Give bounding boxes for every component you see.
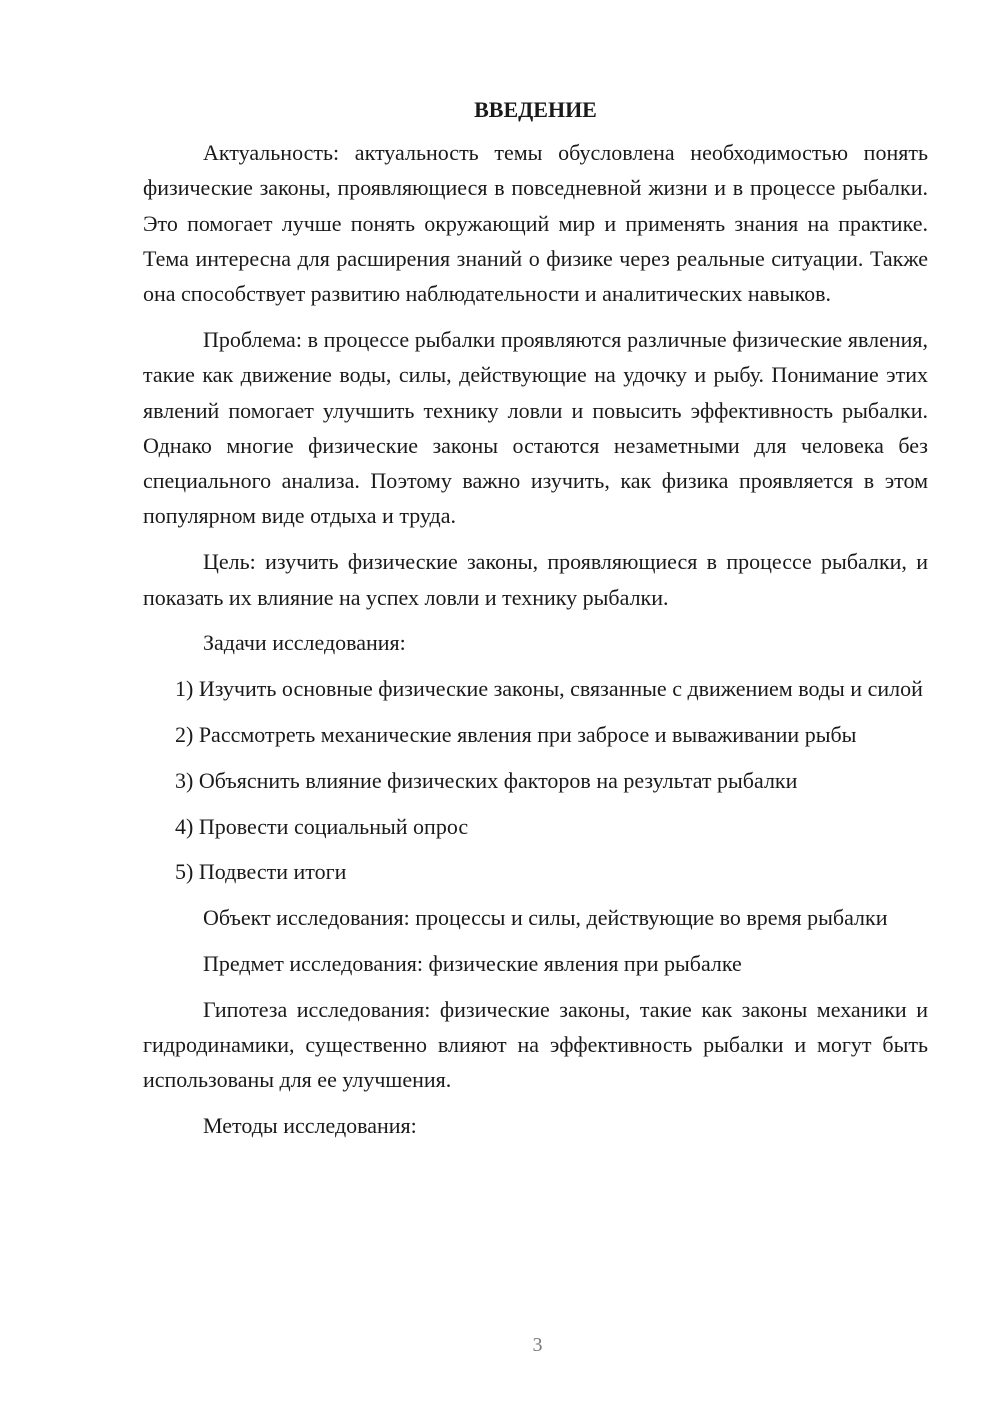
task-item: 2) Рассмотреть механические явления при забросе и вываживании рыбы — [175, 721, 857, 747]
section-heading: ВВЕДЕНИЕ — [474, 97, 597, 122]
task-item: 4) Провести социальный опрос — [175, 813, 469, 839]
page-content — [143, 95, 928, 1154]
task-item: 5) Подвести итоги — [175, 859, 347, 885]
tasks-list — [143, 671, 928, 889]
object-paragraph: Объект исследования: процессы и силы, действующие во время рыбалки — [203, 905, 888, 931]
relevance-paragraph: Актуальность: актуальность темы обусловлена необходимостью понять физические законы, проявляющиеся в повседневной жизни и в процессе рыбалки. Это помогает лучше понять окружающий мир и применять знания на практике. Тема интересна для расширения знаний о физике через реальные ситуации. Также она способствует развитию наблюдательности и аналитических навыков. — [143, 140, 928, 307]
hypothesis-paragraph: Гипотеза исследования: физические законы, такие как законы механики и гидродинамики, существенно влияют на эффективность рыбалки и могут быть использованы для ее улучшения. — [143, 996, 928, 1093]
task-item: 1) Изучить основные физические законы, связанные с движением воды и силой — [175, 676, 923, 702]
task-item: 3) Объяснить влияние физических факторов на результат рыбалки — [175, 767, 798, 793]
goal-paragraph: Цель: изучить физические законы, проявляющиеся в процессе рыбалки, и показать их влияние на успех ловли и технику рыбалки. — [143, 549, 928, 610]
tasks-title: Задачи исследования: — [203, 630, 406, 656]
methods-paragraph: Методы исследования: — [203, 1113, 417, 1139]
subject-paragraph: Предмет исследования: физические явления при рыбалке — [203, 950, 742, 976]
page-number: 3 — [532, 1334, 543, 1356]
problem-paragraph: Проблема: в процессе рыбалки проявляются различные физические явления, такие как движение воды, силы, действующие на удочку и рыбу. Понимание этих явлений помогает улучшить технику ловли и повысить эффективность рыбалки. Однако многие физические законы остаются незаметными для человека без специального анализа. Поэтому важно изучить, как физика проявляется в этом популярном виде отдыха и труда. — [143, 326, 928, 529]
